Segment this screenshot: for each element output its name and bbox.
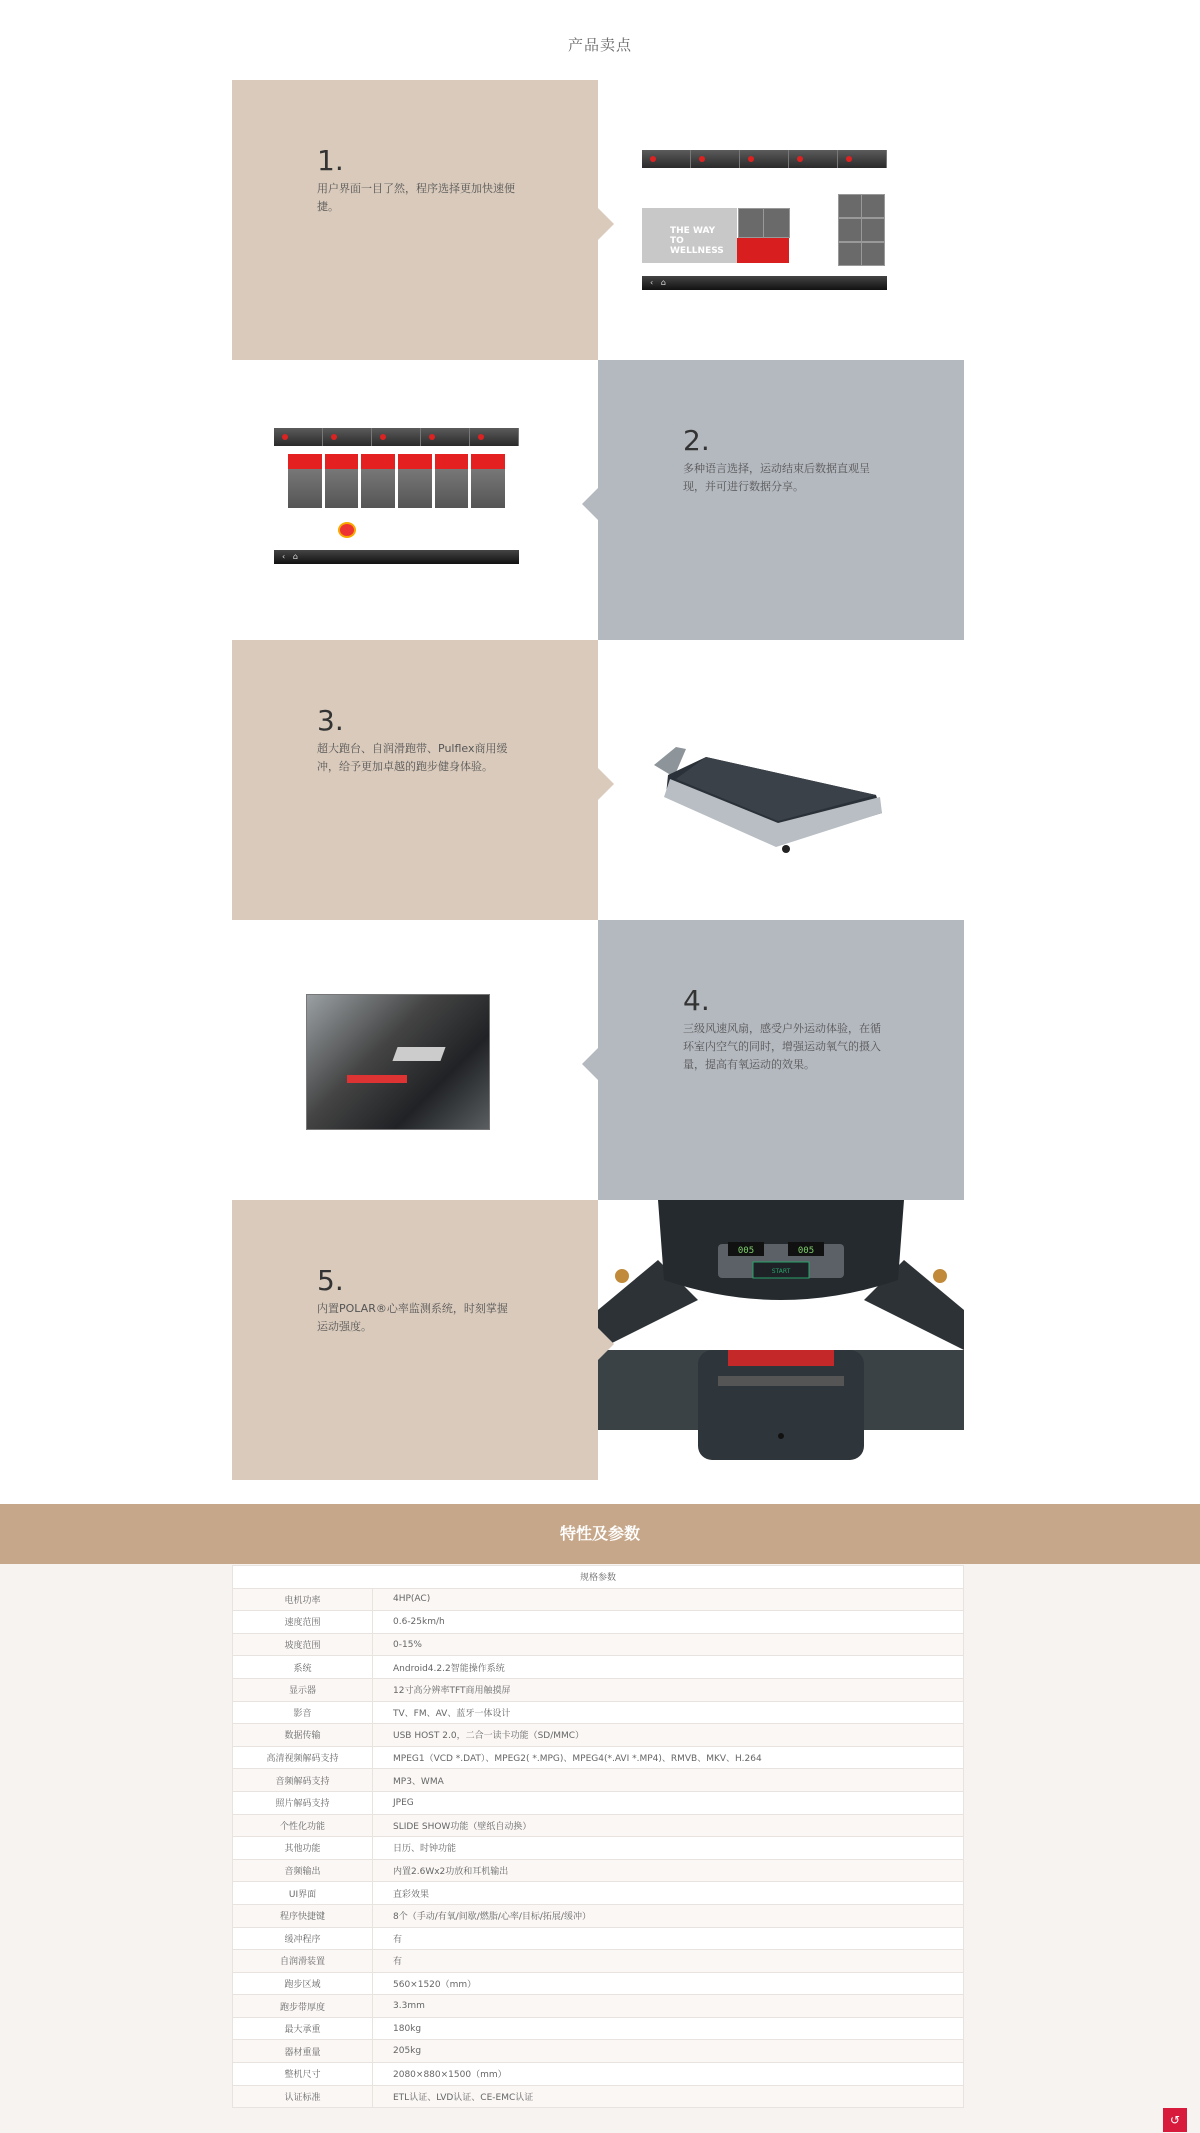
feature-row-2 <box>232 360 964 640</box>
spec-table-header: 规格参数 <box>233 1566 964 1589</box>
feature-1-image-panel <box>598 80 964 360</box>
spec-row <box>233 1950 964 1973</box>
spec-key: 缓冲程序 <box>233 1927 373 1950</box>
spec-row <box>233 1746 964 1769</box>
spec-key: UI界面 <box>233 1882 373 1905</box>
feature-3-description: 超大跑台、自润滑跑带、Pulflex商用缓冲，给予更加卓越的跑步健身体验。 <box>317 742 508 773</box>
spec-row <box>233 1814 964 1837</box>
spec-key: 整机尺寸 <box>233 2063 373 2086</box>
spec-row <box>233 1611 964 1634</box>
spec-value: 日历、时钟功能 <box>373 1837 964 1860</box>
spec-value: 有 <box>373 1950 964 1973</box>
spec-value: 180kg <box>373 2017 964 2040</box>
spec-value: 560×1520（mm） <box>373 1972 964 1995</box>
spec-value: 12寸高分辨率TFT商用触摸屏 <box>373 1678 964 1701</box>
spec-row <box>233 1791 964 1814</box>
feature-5-description: 内置POLAR®心率监测系统，时刻掌握运动强度。 <box>317 1302 508 1333</box>
wellness-banner: THE WAY TO WELLNESS <box>642 208 737 263</box>
spec-value: ETL认证、LVD认证、CE-EMC认证 <box>373 2085 964 2108</box>
pointer-arrow <box>582 1048 598 1080</box>
spec-key: 坡度范围 <box>233 1633 373 1656</box>
spec-header-row <box>233 1566 964 1589</box>
spec-row <box>233 1724 964 1747</box>
spec-value: 4HP(AC) <box>373 1588 964 1611</box>
spec-row <box>233 2040 964 2063</box>
feature-5-text-panel <box>232 1200 598 1480</box>
spec-key: 电机功率 <box>233 1588 373 1611</box>
spec-row <box>233 2063 964 2086</box>
feature-1-number: 1. <box>317 144 344 177</box>
pointer-arrow <box>598 1328 614 1360</box>
spec-value: 0.6-25km/h <box>373 1611 964 1634</box>
spec-value: 直彩效果 <box>373 1882 964 1905</box>
spec-key: 跑步带厚度 <box>233 1995 373 2018</box>
spec-value: 3.3mm <box>373 1995 964 2018</box>
spec-row <box>233 1588 964 1611</box>
back-to-top-button[interactable] <box>1163 2108 1187 2132</box>
return-arrow-icon: ↺ <box>1169 2113 1181 2127</box>
ui-share-screenshot <box>274 428 519 564</box>
feature-4-description: 三级风速风扇，感受户外运动体验，在循环室内空气的同时，增强运动氧气的摄入量，提高有氧运动的效果。 <box>683 1022 881 1071</box>
feature-3-image-panel <box>598 640 964 920</box>
spec-row <box>233 1633 964 1656</box>
feature-3-number: 3. <box>317 704 344 737</box>
spec-value: TV、FM、AV、蓝牙一体设计 <box>373 1701 964 1724</box>
svg-text:005: 005 <box>737 1246 755 1256</box>
spec-key: 系统 <box>233 1656 373 1679</box>
feature-4-number: 4. <box>683 984 710 1017</box>
spec-value: 内置2.6Wx2功放和耳机输出 <box>373 1859 964 1882</box>
weibo-icon <box>338 522 356 538</box>
console-image <box>598 1200 964 1480</box>
spec-row <box>233 1927 964 1950</box>
spec-row <box>233 2017 964 2040</box>
spec-row <box>233 1904 964 1927</box>
spec-value: MPEG1（VCD *.DAT）、MPEG2( *.MPG)、MPEG4(*.AVI *.MP4)、RMVB、MKV、H.264 <box>373 1746 964 1769</box>
feature-row-1 <box>232 80 964 360</box>
spec-key: 个性化功能 <box>233 1814 373 1837</box>
ui-nav-bar: ‹ ⌂ <box>274 550 519 564</box>
feature-2-image-panel <box>232 360 598 640</box>
feature-2-description: 多种语言选择，运动结束后数据直观呈现，并可进行数据分享。 <box>683 462 870 493</box>
svg-text:START: START <box>771 1268 791 1275</box>
pointer-arrow <box>598 768 614 800</box>
spec-key: 显示器 <box>233 1678 373 1701</box>
spec-key: 音频输出 <box>233 1859 373 1882</box>
page-title: 产品卖点 <box>567 36 632 54</box>
feature-row-3 <box>232 640 964 920</box>
spec-key: 高清视频解码支持 <box>233 1746 373 1769</box>
spec-key: 数据传输 <box>233 1724 373 1747</box>
spec-value: USB HOST 2.0，二合一读卡功能（SD/MMC） <box>373 1724 964 1747</box>
spec-row <box>233 1769 964 1792</box>
feature-2-number: 2. <box>683 424 710 457</box>
feature-5-number: 5. <box>317 1264 344 1297</box>
spec-key: 照片解码支持 <box>233 1791 373 1814</box>
svg-text:005: 005 <box>797 1246 815 1256</box>
spec-key: 其他功能 <box>233 1837 373 1860</box>
ui-home-screenshot <box>642 150 887 290</box>
feature-1-text-panel <box>232 80 598 360</box>
spec-key: 自润滑装置 <box>233 1950 373 1973</box>
spec-key: 最大承重 <box>233 2017 373 2040</box>
spec-value: 8个（手动/有氧/间歇/燃脂/心率/目标/拓展/缓冲） <box>373 1904 964 1927</box>
spec-value: 2080×880×1500（mm） <box>373 2063 964 2086</box>
spec-title: 特性及参数 <box>559 1524 640 1543</box>
spec-table <box>232 1565 964 2108</box>
feature-4-image-panel <box>232 920 598 1200</box>
spec-key: 器材重量 <box>233 2040 373 2063</box>
feature-row-4 <box>232 920 964 1200</box>
spec-key: 认证标准 <box>233 2085 373 2108</box>
spec-key: 速度范围 <box>233 1611 373 1634</box>
spec-value: SLIDE SHOW功能（壁纸自动换） <box>373 1814 964 1837</box>
spec-row <box>233 2085 964 2108</box>
spec-key: 跑步区域 <box>233 1972 373 1995</box>
play-tile <box>737 238 789 263</box>
feature-1-description: 用户界面一目了然，程序选择更加快速便捷。 <box>317 182 515 213</box>
spec-row <box>233 1859 964 1882</box>
spec-key: 音频解码支持 <box>233 1769 373 1792</box>
spec-row <box>233 1972 964 1995</box>
spec-key: 影音 <box>233 1701 373 1724</box>
feature-4-text-panel <box>598 920 964 1200</box>
pointer-arrow <box>582 488 598 520</box>
spec-key: 程序快捷键 <box>233 1904 373 1927</box>
spec-row <box>233 1656 964 1679</box>
feature-3-text-panel <box>232 640 598 920</box>
spec-row <box>233 1882 964 1905</box>
spec-row <box>233 1701 964 1724</box>
feature-grid <box>232 80 964 1480</box>
spec-value: 0-15% <box>373 1633 964 1656</box>
spec-row <box>233 1837 964 1860</box>
pointer-arrow <box>598 208 614 240</box>
feature-2-text-panel <box>598 360 964 640</box>
fan-image <box>306 994 490 1130</box>
spec-value: JPEG <box>373 1791 964 1814</box>
treadmill-image <box>646 735 888 855</box>
feature-row-5 <box>232 1200 964 1480</box>
spec-value: 有 <box>373 1927 964 1950</box>
spec-value: MP3、WMA <box>373 1769 964 1792</box>
spec-row <box>233 1678 964 1701</box>
spec-value: Android4.2.2智能操作系统 <box>373 1656 964 1679</box>
spec-value: 205kg <box>373 2040 964 2063</box>
ui-nav-bar: ‹ ⌂ <box>642 276 887 290</box>
spec-row <box>233 1995 964 2018</box>
